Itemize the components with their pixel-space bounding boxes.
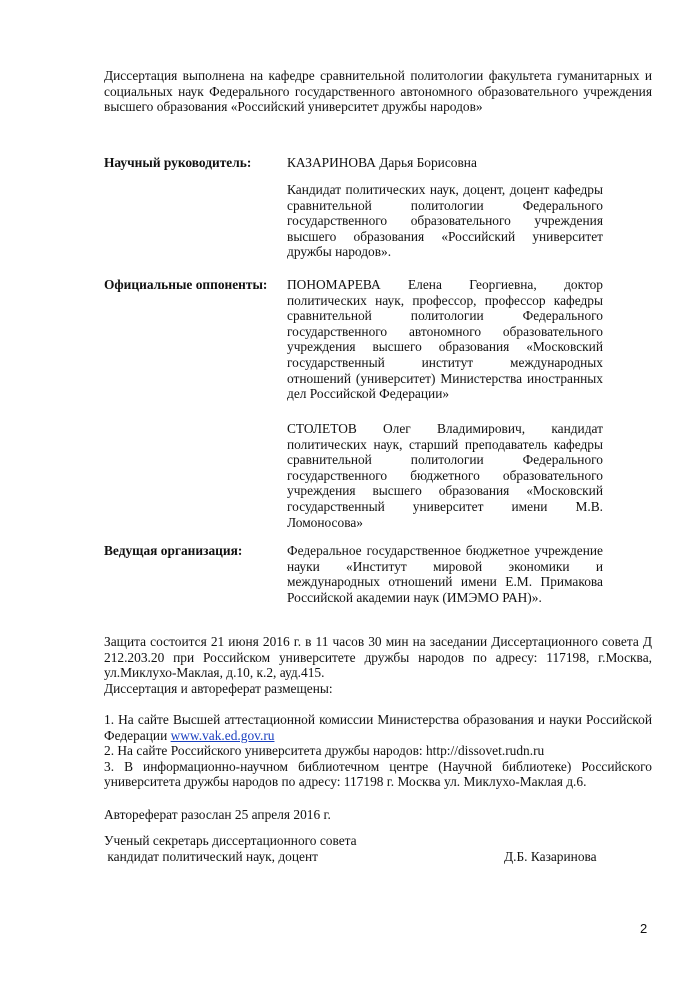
posted-text: Диссертация и автореферат размещены: xyxy=(104,680,333,696)
placement-item-2: 2. На сайте Российского университета дружбы народов: http://dissovet.rudn.ru xyxy=(104,743,545,759)
secretary-line-2: кандидат политический наук, доцент xyxy=(104,848,319,864)
placement-item-3: 3. В информационно-научном библиотечном центре (Научной библиотеке) Российского университета дружбы народов по адресу: 117198 г. Москва ул. Миклухо-Маклая д.6. xyxy=(104,758,652,790)
leading-organization-label: Ведущая организация: xyxy=(104,543,243,558)
supervisor-description: Кандидат политических наук, доцент, доцент кафедры сравнительной политологии Федерального государственного образовательного учреждения высшего образования «Российский университет дружбы народов». xyxy=(287,182,603,260)
placements-list xyxy=(104,712,652,790)
opponent-second: СТОЛЕТОВ Олег Владимирович, кандидат политических наук, старший преподаватель кафедры сравнительной политологии Федерального государственного бюджетного образовательного учреждения высшего образования «Московский государственный университет имени М.В. Ломоносова» xyxy=(287,421,603,530)
placement-item-1 xyxy=(104,712,652,743)
secretary-name: Д.Б. Казаринова xyxy=(504,849,597,864)
intro-paragraph: Диссертация выполнена на кафедре сравнительной политологии факультета гуманитарных и социальных наук Федерального государственного автономного образовательного учреждения высшего образования «Российский университет дружбы народов» xyxy=(104,68,652,115)
opponents-label: Официальные оппоненты: xyxy=(104,277,268,292)
opponent-first: ПОНОМАРЕВА Елена Георгиевна, доктор политических наук, профессор, профессор кафедры сравнительной политологии Федерального государственного автономного образовательного учреждения высшего образования «Московский государственный институт международных отношений (университет) Министерства иностранных дел Российской Федерации» xyxy=(287,277,603,402)
leading-organization-text: Федеральное государственное бюджетное учреждение науки «Институт мировой экономики и международных отношений имени Е.М. Примакова Российской академии наук (ИМЭМО РАН)». xyxy=(287,543,603,605)
defense-text: Защита состоится 21 июня 2016 г. в 11 часов 30 мин на заседании Диссертационного совета Д 212.203.20 при Российском университете дружбы народов по адресу: 117198, г.Москва, ул.Миклухо-Маклая, д.10, к.2, ауд.415. xyxy=(104,634,652,681)
defense-section xyxy=(104,634,652,696)
placement-item-1-text: 1. На сайте Высшей аттестационной комиссии Министерства образования и науки Российской Федерации xyxy=(104,712,652,743)
supervisor-label: Научный руководитель: xyxy=(104,155,252,170)
vak-link[interactable]: www.vak.ed.gov.ru xyxy=(170,727,275,743)
secretary-line-1: Ученый секретарь диссертационного совета xyxy=(104,833,357,848)
sent-date-text: Автореферат разослан 25 апреля 2016 г. xyxy=(104,807,331,822)
page-number: 2 xyxy=(640,921,648,936)
supervisor-name: КАЗАРИНОВА Дарья Борисовна xyxy=(287,155,477,170)
